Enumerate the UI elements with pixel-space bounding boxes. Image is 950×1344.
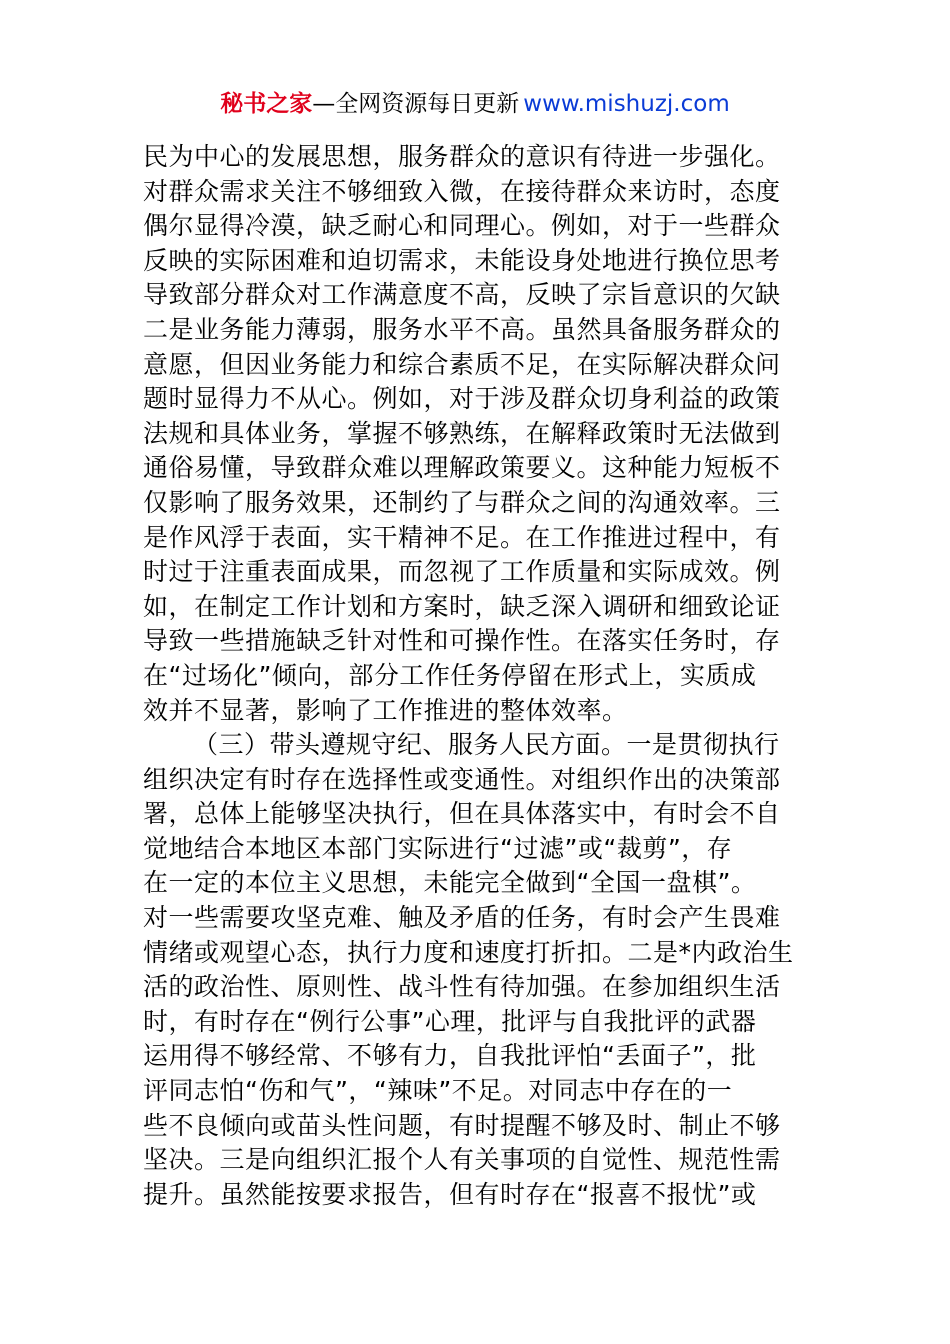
document-body [143, 140, 813, 1212]
text-line: 时，有时存在“例行公事”心理，批评与自我批评的武器 [143, 1006, 757, 1036]
text-line: 通俗易懂，导致群众难以理解政策要义。这种能力短板不 [143, 453, 781, 483]
text-line: 情绪或观望心态，执行力度和速度打折扣。二是*内政治生 [143, 937, 794, 967]
text-line: 效并不显著，影响了工作推进的整体效率。 [143, 695, 628, 725]
text-line: 在一定的本位主义思想，未能完全做到“全国一盘棋”。 [143, 868, 757, 898]
text-line: 运用得不够经常、不够有力，自我批评怕“丢面子”，批 [143, 1041, 757, 1071]
text-line: 是作风浮于表面，实干精神不足。在工作推进过程中，有 [143, 522, 781, 552]
header-dash: — [312, 91, 336, 117]
text-line: 偶尔显得冷漠，缺乏耐心和同理心。例如，对于一些群众 [143, 211, 781, 241]
text-line: 在“过场化”倾向，部分工作任务停留在形式上，实质成 [143, 660, 757, 690]
site-url-link[interactable]: www.mishuzj.com [523, 91, 730, 117]
text-line: 组织决定有时存在选择性或变通性。对组织作出的决策部 [143, 764, 781, 794]
text-line: 反映的实际困难和迫切需求，未能设身处地进行换位思考 [143, 245, 781, 275]
text-line: 二是业务能力薄弱，服务水平不高。虽然具备服务群众的 [143, 314, 781, 344]
text-line: 对一些需要攻坚克难、触及矛盾的任务，有时会产生畏难 [143, 903, 781, 933]
text-line: 导致部分群众对工作满意度不高，反映了宗旨意识的欠缺 [143, 280, 781, 310]
text-line: 民为中心的发展思想，服务群众的意识有待进一步强化。 [143, 142, 781, 171]
text-line: 意愿，但因业务能力和综合素质不足，在实际解决群众问 [143, 349, 781, 379]
text-line: 提升。虽然能按要求报告，但有时存在“报喜不报忧”或 [143, 1179, 757, 1209]
text-line: 些不良倾向或苗头性问题，有时提醒不够及时、制止不够 [143, 1110, 781, 1140]
text-line: 题时显得力不从心。例如，对于涉及群众切身利益的政策 [143, 384, 781, 414]
text-line: 如，在制定工作计划和方案时，缺乏深入调研和细致论证 [143, 591, 781, 621]
text-line: 活的政治性、原则性、战斗性有待加强。在参加组织生活 [143, 972, 781, 1002]
text-line: 坚决。三是向组织汇报个人有关事项的自觉性、规范性需 [143, 1145, 781, 1175]
text-line: 署，总体上能够坚决执行，但在具体落实中，有时会不自 [143, 799, 781, 829]
header-slogan: 全网资源每日更新 [335, 91, 520, 117]
text-line: 导致一些措施缺乏针对性和可操作性。在落实任务时，存 [143, 626, 781, 656]
text-line: 仅影响了服务效果，还制约了与群众之间的沟通效率。三 [143, 487, 781, 517]
text-line: 对群众需求关注不够细致入微，在接待群众来访时，态度 [143, 176, 781, 206]
brand-name: 秘书之家 [220, 91, 313, 117]
site-header [0, 88, 950, 120]
text-line: 评同志怕“伤和气”，“辣味”不足。对同志中存在的一 [143, 1076, 733, 1106]
text-line: 法规和具体业务，掌握不够熟练，在解释政策时无法做到 [143, 418, 781, 448]
text-line: 时过于注重表面成果，而忽视了工作质量和实际成效。例 [143, 557, 781, 587]
section-heading-line: （三）带头遵规守纪、服务人民方面。一是贯彻执行 [193, 730, 780, 760]
text-line: 觉地结合本地区本部门实际进行“过滤”或“裁剪”，存 [143, 833, 733, 863]
